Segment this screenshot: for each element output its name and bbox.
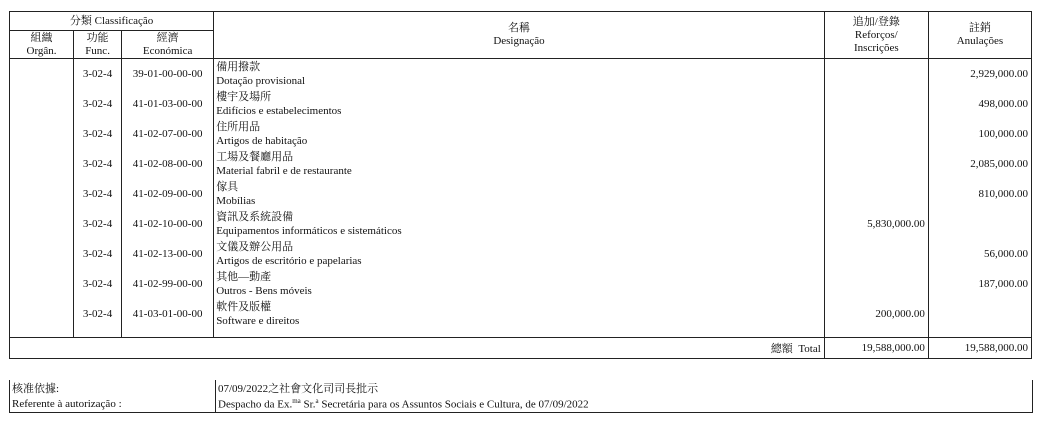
func-cell: 3-02-4 <box>74 209 122 239</box>
annulment-cell <box>928 299 1031 329</box>
table-row <box>10 269 1032 299</box>
table-row <box>10 119 1032 149</box>
dispatch-pt <box>216 396 1033 413</box>
func-cell: 3-02-4 <box>74 119 122 149</box>
dispatch-pt-c: Secretária para os Assuntos Sociais e Cultura, de 07/09/2022 <box>318 398 589 411</box>
org-cell <box>10 179 74 209</box>
reinforcement-cell <box>824 59 928 90</box>
total-label-zh: 總額 <box>770 342 793 355</box>
dispatch-zh: 07/09/2022之社會文化司司長批示 <box>216 380 1033 396</box>
dispatch-pt-sup1: ma <box>292 397 301 406</box>
designation-cell <box>214 299 825 329</box>
table-row <box>10 149 1032 179</box>
dispatch-pt-b: Sr. <box>300 398 316 411</box>
func-cell: 3-02-4 <box>74 269 122 299</box>
eco-cell: 41-02-07-00-00 <box>122 119 214 149</box>
table-row <box>10 179 1032 209</box>
designation-cell <box>214 209 825 239</box>
designation-zh: 工場及餐廳用品 <box>216 151 294 163</box>
dispatch-pt-a: Despacho da Ex. <box>218 398 293 411</box>
eco-cell: 41-01-03-00-00 <box>122 89 214 119</box>
dispatch-pt-sup2: a <box>315 397 319 406</box>
designation-cell <box>214 119 825 149</box>
designation-cell <box>214 59 825 90</box>
org-cell <box>10 269 74 299</box>
table-row <box>10 59 1032 90</box>
total-reinforcements: 19,588,000.00 <box>824 337 928 358</box>
func-cell: 3-02-4 <box>74 239 122 269</box>
org-header <box>10 31 74 59</box>
designation-zh: 資訊及系統設備 <box>216 211 294 223</box>
designation-pt: Software e direitos <box>216 315 300 327</box>
org-cell <box>10 239 74 269</box>
designation-cell <box>214 239 825 269</box>
eco-cell: 41-03-01-00-00 <box>122 299 214 329</box>
eco-cell: 41-02-13-00-00 <box>122 239 214 269</box>
designation-pt: Material fabril e de restaurante <box>216 165 352 177</box>
func-cell: 3-02-4 <box>74 179 122 209</box>
designation-header-pt: Designação <box>493 35 545 47</box>
eco-cell: 39-01-00-00-00 <box>122 59 214 90</box>
designation-cell <box>214 149 825 179</box>
annulment-cell: 100,000.00 <box>928 119 1031 149</box>
func-header-pt: Func. <box>85 44 110 57</box>
budget-table <box>9 11 1032 359</box>
designation-header <box>214 12 825 59</box>
total-label <box>10 337 825 358</box>
designation-cell <box>214 179 825 209</box>
total-label-pt: Total <box>798 342 821 355</box>
designation-pt: Edifícios e estabelecimentos <box>216 105 342 117</box>
eco-cell: 41-02-08-00-00 <box>122 149 214 179</box>
designation-cell <box>214 89 825 119</box>
eco-cell: 41-02-09-00-00 <box>122 179 214 209</box>
designation-zh: 傢具 <box>216 181 239 193</box>
table-row <box>10 89 1032 119</box>
budget-rows <box>10 59 1032 330</box>
eco-cell: 41-02-10-00-00 <box>122 209 214 239</box>
table-row <box>10 239 1032 269</box>
func-cell: 3-02-4 <box>74 59 122 90</box>
org-header-pt: Orgân. <box>26 44 57 57</box>
designation-pt: Artigos de habitação <box>216 135 308 147</box>
designation-cell <box>214 269 825 299</box>
basis-label-pt: Referente à autorização : <box>10 396 216 413</box>
designation-pt: Equipamentos informáticos e sistemáticos <box>216 225 402 237</box>
total-annulments: 19,588,000.00 <box>928 337 1031 358</box>
designation-pt: Outros - Bens móveis <box>216 285 312 297</box>
budget-table-frame <box>9 11 1032 359</box>
func-cell: 3-02-4 <box>74 299 122 329</box>
annulment-cell: 810,000.00 <box>928 179 1031 209</box>
reinforcements-header-pt2: Inscrições <box>854 41 899 54</box>
func-header-zh: 功能 <box>86 31 109 44</box>
annulment-cell: 2,085,000.00 <box>928 149 1031 179</box>
org-cell <box>10 299 74 329</box>
designation-zh: 備用撥款 <box>216 61 261 73</box>
reinforcement-cell <box>824 89 928 119</box>
reinforcement-cell: 5,830,000.00 <box>824 209 928 239</box>
designation-pt: Artigos de escritório e papelarias <box>216 255 362 267</box>
eco-header-pt: Económica <box>142 44 193 57</box>
annulments-header-zh: 註銷 <box>968 22 991 34</box>
eco-cell: 41-02-99-00-00 <box>122 269 214 299</box>
reinforcement-cell <box>824 179 928 209</box>
org-cell <box>10 119 74 149</box>
annulment-cell: 498,000.00 <box>928 89 1031 119</box>
designation-pt: Mobílias <box>216 195 256 207</box>
reinforcements-header-zh: 追加/登錄 <box>852 15 900 28</box>
org-cell <box>10 149 74 179</box>
org-cell <box>10 209 74 239</box>
org-cell <box>10 59 74 90</box>
classification-header: 分類 Classificação <box>10 12 214 31</box>
reinforcement-cell <box>824 269 928 299</box>
designation-zh: 樓宇及場所 <box>216 91 272 103</box>
designation-zh: 文儀及辦公用品 <box>216 241 294 253</box>
annulment-cell: 187,000.00 <box>928 269 1031 299</box>
authorization-footer <box>9 380 1033 413</box>
func-header <box>74 31 122 59</box>
eco-header-zh: 經濟 <box>156 31 179 44</box>
table-row <box>10 299 1032 329</box>
designation-zh: 其他—動產 <box>216 271 272 283</box>
reinforcements-header-pt1: Reforços/ <box>854 28 898 41</box>
table-row <box>10 209 1032 239</box>
annulments-header-pt: Anulações <box>956 35 1004 47</box>
annulment-cell: 2,929,000.00 <box>928 59 1031 90</box>
org-header-zh: 組織 <box>30 31 53 44</box>
basis-label-zh: 核准依據: <box>10 380 216 396</box>
designation-zh: 住所用品 <box>216 121 261 133</box>
func-cell: 3-02-4 <box>74 89 122 119</box>
reinforcement-cell: 200,000.00 <box>824 299 928 329</box>
reinforcements-header <box>824 12 928 59</box>
designation-header-zh: 名稱 <box>507 22 530 34</box>
annulments-header <box>928 12 1031 59</box>
annulment-cell: 56,000.00 <box>928 239 1031 269</box>
reinforcement-cell <box>824 239 928 269</box>
designation-zh: 軟件及版權 <box>216 301 272 313</box>
designation-pt: Dotação provisional <box>216 75 306 87</box>
func-cell: 3-02-4 <box>74 149 122 179</box>
reinforcement-cell <box>824 119 928 149</box>
org-cell <box>10 89 74 119</box>
annulment-cell <box>928 209 1031 239</box>
eco-header <box>122 31 214 59</box>
reinforcement-cell <box>824 149 928 179</box>
